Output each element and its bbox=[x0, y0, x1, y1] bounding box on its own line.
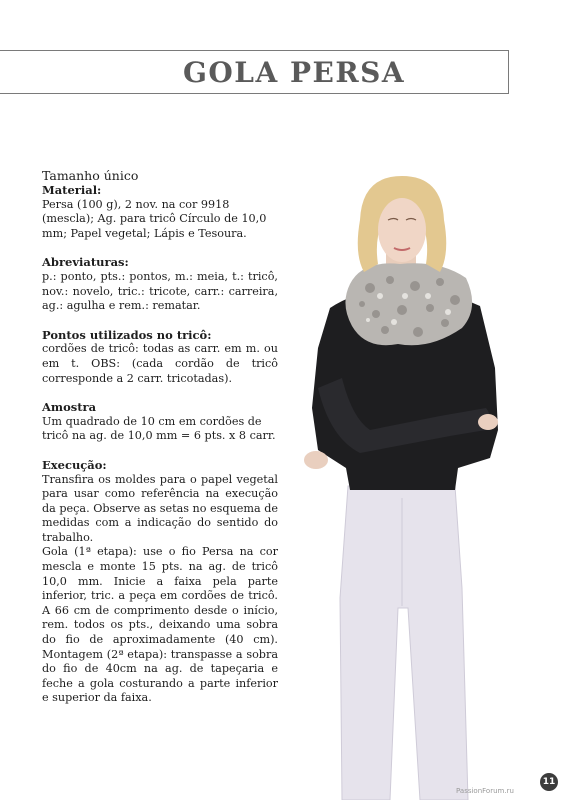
abbreviations-heading: Abreviaturas: bbox=[42, 255, 129, 270]
abbreviations-section bbox=[42, 255, 278, 313]
face bbox=[378, 198, 426, 262]
stitches-text: cordões de tricô: todas as carr. em m. ou em t. OBS: (cada cordão de tricô corresponde a 2 carr. tricotadas). bbox=[42, 342, 278, 385]
material-heading: Material: bbox=[42, 183, 102, 197]
sample-heading: Amostra bbox=[42, 400, 97, 415]
material-text: Persa (100 g), 2 nov. na cor 9918 (mescla); Ag. para tricô Círculo de 10,0 mm; Papel vegetal; Lápis e Tesoura. bbox=[42, 197, 267, 240]
page-number-badge: 11 bbox=[540, 773, 558, 791]
sample-section bbox=[42, 400, 278, 444]
trousers bbox=[340, 486, 468, 800]
pattern-instructions bbox=[42, 168, 278, 720]
page-title: GOLA PERSA bbox=[183, 56, 406, 89]
sample-text: Um quadrado de 10 cm em cordões de tricô na ag. de 10,0 mm = 6 pts. x 8 carr. bbox=[42, 414, 276, 443]
stitches-section bbox=[42, 328, 278, 386]
hand-right bbox=[478, 414, 498, 430]
execution-section bbox=[42, 458, 278, 706]
size-line: Tamanho único bbox=[42, 168, 139, 183]
hand-left bbox=[304, 451, 328, 469]
stitches-heading: Pontos utilizados no tricô: bbox=[42, 327, 212, 342]
execution-paragraph-2: Gola (1ª etapa): use o fio Persa na cor mescla e monte 15 pts. na ag. de tricô 10,0 mm. Inicie a faixa pela parte inferior, tric. a peça em cordões de tricô. A 66 cm de comprimento desde o início, rem. todos os pts., deixando uma sobra do fio de aproximadamente (40 cm). Montagem (2ª etapa): transpasse a sobra do fio de 40cm na ag. de tapeçaria e feche a gola costurando a parte inferior e superior da faixa. bbox=[42, 545, 278, 705]
abbreviations-text: p.: ponto, pts.: pontos, m.: meia, t.: tricô, nov.: novelo, tric.: tricote, carr.: carreira, ag.: agulha e rem.: rematar. bbox=[42, 269, 278, 313]
execution-heading: Execução: bbox=[42, 457, 107, 472]
model-photo bbox=[290, 168, 530, 800]
execution-paragraph-1: Transfira os moldes para o papel vegetal para usar como referência na execução da peça. Observe as setas no esquema de medidas com a indicação do sentido do trabalho. bbox=[42, 472, 279, 544]
watermark: PassionForum.ru bbox=[456, 787, 514, 795]
material-section bbox=[42, 183, 278, 241]
